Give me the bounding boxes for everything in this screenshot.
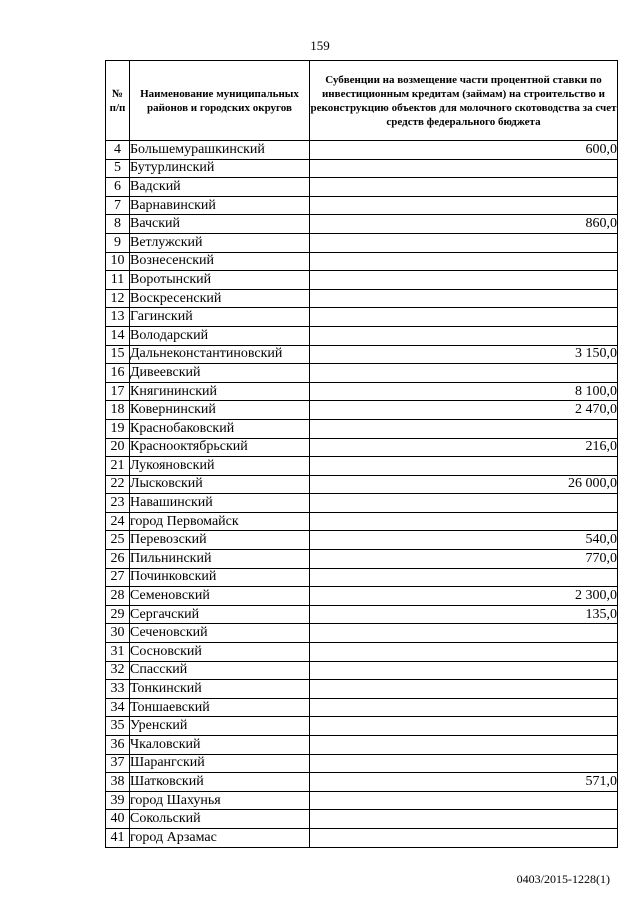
district-name: Уренский	[130, 717, 310, 736]
district-name: Чкаловский	[130, 736, 310, 755]
table-row	[106, 308, 618, 327]
subsidy-value	[310, 717, 618, 736]
row-number: 16	[106, 364, 130, 383]
row-number: 10	[106, 252, 130, 271]
table-row	[106, 271, 618, 290]
subsidy-value: 3 150,0	[310, 345, 618, 364]
table-row	[106, 717, 618, 736]
subsidy-value	[310, 791, 618, 810]
row-number: 5	[106, 159, 130, 178]
subsidy-value	[310, 326, 618, 345]
row-number: 18	[106, 401, 130, 420]
row-number: 29	[106, 605, 130, 624]
district-name: город Арзамас	[130, 828, 310, 847]
district-name: Вачский	[130, 215, 310, 234]
table-row	[106, 680, 618, 699]
table-row	[106, 550, 618, 569]
row-number: 9	[106, 233, 130, 252]
table-row	[106, 624, 618, 643]
table-row	[106, 401, 618, 420]
district-name: Сокольский	[130, 810, 310, 829]
row-number: 25	[106, 531, 130, 550]
district-name: Сергачский	[130, 605, 310, 624]
subsidy-value	[310, 457, 618, 476]
header-number: № п/п	[106, 61, 130, 141]
subsidy-value: 135,0	[310, 605, 618, 624]
table-row	[106, 661, 618, 680]
subsidy-value	[310, 698, 618, 717]
row-number: 28	[106, 587, 130, 606]
row-number: 32	[106, 661, 130, 680]
subsidy-value: 770,0	[310, 550, 618, 569]
subsidy-value: 540,0	[310, 531, 618, 550]
row-number: 17	[106, 382, 130, 401]
subsidy-value	[310, 252, 618, 271]
subsidy-value	[310, 196, 618, 215]
table-row	[106, 698, 618, 717]
subsidy-value	[310, 233, 618, 252]
subsidy-value: 26 000,0	[310, 475, 618, 494]
subsidy-value	[310, 754, 618, 773]
row-number: 6	[106, 178, 130, 197]
subsidy-value	[310, 159, 618, 178]
row-number: 38	[106, 773, 130, 792]
district-name: Ветлужский	[130, 233, 310, 252]
table-row	[106, 494, 618, 513]
district-name: Спасский	[130, 661, 310, 680]
table-row	[106, 252, 618, 271]
table-row	[106, 531, 618, 550]
district-name: Перевозский	[130, 531, 310, 550]
table-row	[106, 178, 618, 197]
district-name: Навашинский	[130, 494, 310, 513]
subsidy-value	[310, 568, 618, 587]
district-name: Сосновский	[130, 643, 310, 662]
district-name: Лысковский	[130, 475, 310, 494]
district-name: Шатковский	[130, 773, 310, 792]
district-name: Дальнеконстантиновский	[130, 345, 310, 364]
district-name: Краснооктябрьский	[130, 438, 310, 457]
row-number: 39	[106, 791, 130, 810]
row-number: 30	[106, 624, 130, 643]
district-name: Большемурашкинский	[130, 141, 310, 160]
row-number: 40	[106, 810, 130, 829]
header-name: Наименование муниципальных районов и городских округов	[130, 61, 310, 141]
district-name: Семеновский	[130, 587, 310, 606]
document-code: 0403/2015-1228(1)	[516, 872, 610, 886]
table-row	[106, 512, 618, 531]
table-row	[106, 736, 618, 755]
row-number: 31	[106, 643, 130, 662]
row-number: 41	[106, 828, 130, 847]
subsidy-value	[310, 308, 618, 327]
row-number: 26	[106, 550, 130, 569]
subsidies-table	[105, 60, 618, 848]
row-number: 35	[106, 717, 130, 736]
row-number: 22	[106, 475, 130, 494]
subsidy-value	[310, 178, 618, 197]
district-name: Сеченовский	[130, 624, 310, 643]
table-row	[106, 233, 618, 252]
subsidy-value: 216,0	[310, 438, 618, 457]
subsidy-value	[310, 661, 618, 680]
district-name: Пильнинский	[130, 550, 310, 569]
subsidy-value	[310, 512, 618, 531]
district-name: Воскресенский	[130, 289, 310, 308]
table-row	[106, 382, 618, 401]
table-row	[106, 419, 618, 438]
row-number: 7	[106, 196, 130, 215]
table-row	[106, 810, 618, 829]
row-number: 11	[106, 271, 130, 290]
district-name: Краснобаковский	[130, 419, 310, 438]
district-name: город Первомайск	[130, 512, 310, 531]
row-number: 21	[106, 457, 130, 476]
district-name: Вадский	[130, 178, 310, 197]
table-body	[106, 141, 618, 848]
row-number: 19	[106, 419, 130, 438]
subsidy-value	[310, 624, 618, 643]
district-name: Лукояновский	[130, 457, 310, 476]
district-name: Дивеевский	[130, 364, 310, 383]
subsidy-value	[310, 810, 618, 829]
row-number: 34	[106, 698, 130, 717]
row-number: 20	[106, 438, 130, 457]
table-row	[106, 364, 618, 383]
table-row	[106, 828, 618, 847]
row-number: 12	[106, 289, 130, 308]
district-name: Варнавинский	[130, 196, 310, 215]
district-name: Шарангский	[130, 754, 310, 773]
subsidy-value	[310, 736, 618, 755]
subsidy-value: 8 100,0	[310, 382, 618, 401]
row-number: 4	[106, 141, 130, 160]
district-name: Починковский	[130, 568, 310, 587]
row-number: 8	[106, 215, 130, 234]
row-number: 23	[106, 494, 130, 513]
table-row	[106, 475, 618, 494]
table-row	[106, 605, 618, 624]
table-row	[106, 326, 618, 345]
district-name: Воротынский	[130, 271, 310, 290]
row-number: 36	[106, 736, 130, 755]
subsidy-value: 860,0	[310, 215, 618, 234]
district-name: Тоншаевский	[130, 698, 310, 717]
table-row	[106, 754, 618, 773]
table-row	[106, 773, 618, 792]
subsidy-value	[310, 828, 618, 847]
row-number: 15	[106, 345, 130, 364]
district-name: Бутурлинский	[130, 159, 310, 178]
table-row	[106, 643, 618, 662]
row-number: 27	[106, 568, 130, 587]
row-number: 14	[106, 326, 130, 345]
table-row	[106, 289, 618, 308]
row-number: 33	[106, 680, 130, 699]
subsidy-value	[310, 643, 618, 662]
row-number: 24	[106, 512, 130, 531]
table-row	[106, 568, 618, 587]
subsidy-value	[310, 289, 618, 308]
subsidy-value: 600,0	[310, 141, 618, 160]
district-name: Гагинский	[130, 308, 310, 327]
table-row	[106, 791, 618, 810]
table-row	[106, 159, 618, 178]
table-row	[106, 345, 618, 364]
subsidy-value	[310, 419, 618, 438]
row-number: 37	[106, 754, 130, 773]
district-name: Княгининский	[130, 382, 310, 401]
table-row	[106, 457, 618, 476]
subsidy-value: 571,0	[310, 773, 618, 792]
district-name: Володарский	[130, 326, 310, 345]
subsidy-value: 2 300,0	[310, 587, 618, 606]
subsidy-value	[310, 494, 618, 513]
table-row	[106, 141, 618, 160]
subsidy-value	[310, 364, 618, 383]
subsidy-value	[310, 271, 618, 290]
district-name: Тонкинский	[130, 680, 310, 699]
header-value: Субвенции на возмещение части процентной ставки по инвестиционным кредитам (займам) на строительство и реконструкцию объектов для молочного скотоводства за счет средств федерального бюджета	[310, 61, 618, 141]
table-row	[106, 587, 618, 606]
district-name: Ковернинский	[130, 401, 310, 420]
row-number: 13	[106, 308, 130, 327]
table-row	[106, 438, 618, 457]
table-row	[106, 196, 618, 215]
subsidy-value: 2 470,0	[310, 401, 618, 420]
district-name: Вознесенский	[130, 252, 310, 271]
district-name: город Шахунья	[130, 791, 310, 810]
table-header-row	[106, 61, 618, 141]
page-number: 159	[310, 38, 330, 53]
subsidy-value	[310, 680, 618, 699]
table-row	[106, 215, 618, 234]
